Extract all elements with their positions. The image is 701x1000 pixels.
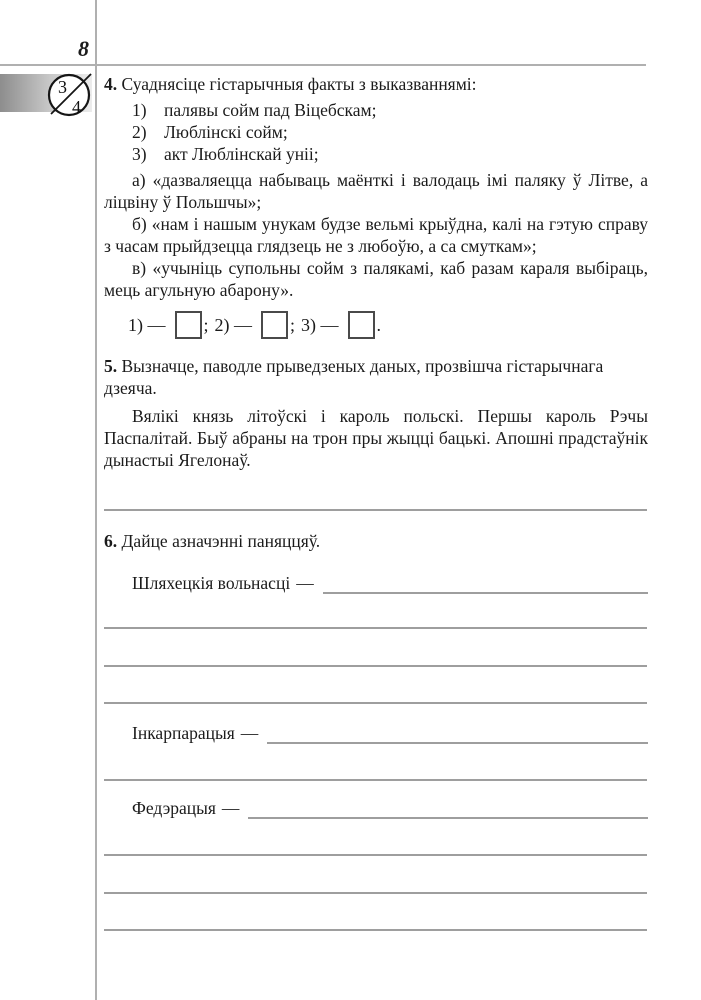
term-row-2 <box>104 722 648 744</box>
statement-v <box>104 257 648 301</box>
fact-text-1: палявы сойм пад Віцебскам; <box>164 100 377 120</box>
write-line-term-1[interactable] <box>323 572 648 594</box>
task4-title-text: Суаднясіце гістарычныя факты з выказваннямі: <box>121 74 477 94</box>
term-row-1 <box>104 572 648 594</box>
header-rule <box>0 64 646 66</box>
answer-box-3[interactable] <box>348 311 375 339</box>
statement-a <box>104 169 648 213</box>
write-line-task5-answer[interactable] <box>104 509 647 511</box>
fact-marker-3: 3) <box>132 144 147 164</box>
write-line-5[interactable] <box>104 854 647 856</box>
answer-sep-2: ; <box>290 315 296 335</box>
fact-marker-1: 1) <box>132 100 147 120</box>
term-label-2: Інкарпарацыя <box>132 723 235 743</box>
task5-description-block <box>104 405 648 471</box>
task5-title <box>104 355 648 399</box>
answer-box-2[interactable] <box>261 311 288 339</box>
answer-sep-1: ; <box>203 315 209 335</box>
term-dash-1: — <box>296 573 314 593</box>
statement-a-marker: а) <box>132 170 146 190</box>
term-row-3 <box>104 797 648 819</box>
task4-statements <box>104 169 648 301</box>
statement-b <box>104 213 648 257</box>
fact-text-2: Люблінскі сойм; <box>164 122 288 142</box>
statement-b-marker: б) <box>132 214 147 234</box>
answer-label-3: 3) — <box>301 315 339 335</box>
write-line-4[interactable] <box>104 779 647 781</box>
answer-sep-3: . <box>376 315 382 335</box>
task4-number: 4. <box>104 74 118 94</box>
term-label-1: Шляхецкія вольнасці <box>132 573 291 593</box>
write-line-7[interactable] <box>104 929 647 931</box>
task5-title-text: Вызначце, паводле прыведзеных даных, прозвішча гістарычнага дзеяча. <box>104 356 604 398</box>
answer-label-2: 2) — <box>214 315 253 335</box>
task6-title <box>104 530 648 552</box>
write-line-2[interactable] <box>104 665 647 667</box>
fact-text-3: акт Люблінскай уніі; <box>164 144 319 164</box>
task4-title <box>104 73 648 95</box>
statement-v-text: «учыніць супольны сойм з палякамі, каб разам караля выбіраць, мець агульную абарону». <box>104 258 648 300</box>
write-line-term-2[interactable] <box>267 722 648 744</box>
statement-a-text: «дазваляецца набываць маёнткі і валодаць імі паляку ў Літве, а ліцвіну ў Польшчы»; <box>104 170 649 212</box>
fact-marker-2: 2) <box>132 122 147 142</box>
write-line-term-3[interactable] <box>248 797 648 819</box>
fact-item-3 <box>104 143 648 165</box>
score-denominator: 4 <box>72 97 81 117</box>
term-dash-3: — <box>221 798 240 818</box>
task5-number: 5. <box>104 356 118 376</box>
term-dash-2: — <box>240 723 259 743</box>
score-numerator: 3 <box>58 77 67 97</box>
write-line-1[interactable] <box>104 627 647 629</box>
statement-v-marker: в) <box>132 258 147 278</box>
margin-vertical-rule <box>95 0 97 1000</box>
task6-number: 6. <box>104 531 118 551</box>
answer-box-1[interactable] <box>175 311 202 339</box>
task6-title-text: Дайце азначэнні паняццяў. <box>121 531 321 551</box>
term-label-3: Федэрацыя <box>132 798 216 818</box>
statement-b-text: «нам і нашым унукам будзе вельмі крыўдна, калі на гэтую справу з часам прыйдзецца глядзець не з любоўю, а са смуткам»; <box>104 214 649 256</box>
score-badge-icon <box>45 71 95 121</box>
fact-item-2 <box>104 121 648 143</box>
task5-description: Вялікі князь літоўскі і кароль польскі. Першы кароль Рэчы Паспалітай. Быў абраны на трон пры жыцці бацькі. Апошні прадстаўнік дынастыі Ягелонаў. <box>104 406 648 470</box>
page-number: 8 <box>78 36 89 61</box>
answer-label-1: 1) — <box>128 315 166 335</box>
task4-answer-row <box>104 311 672 339</box>
fact-item-1 <box>104 99 648 121</box>
write-line-6[interactable] <box>104 892 647 894</box>
write-line-3[interactable] <box>104 702 647 704</box>
task4-facts-list <box>104 99 648 165</box>
